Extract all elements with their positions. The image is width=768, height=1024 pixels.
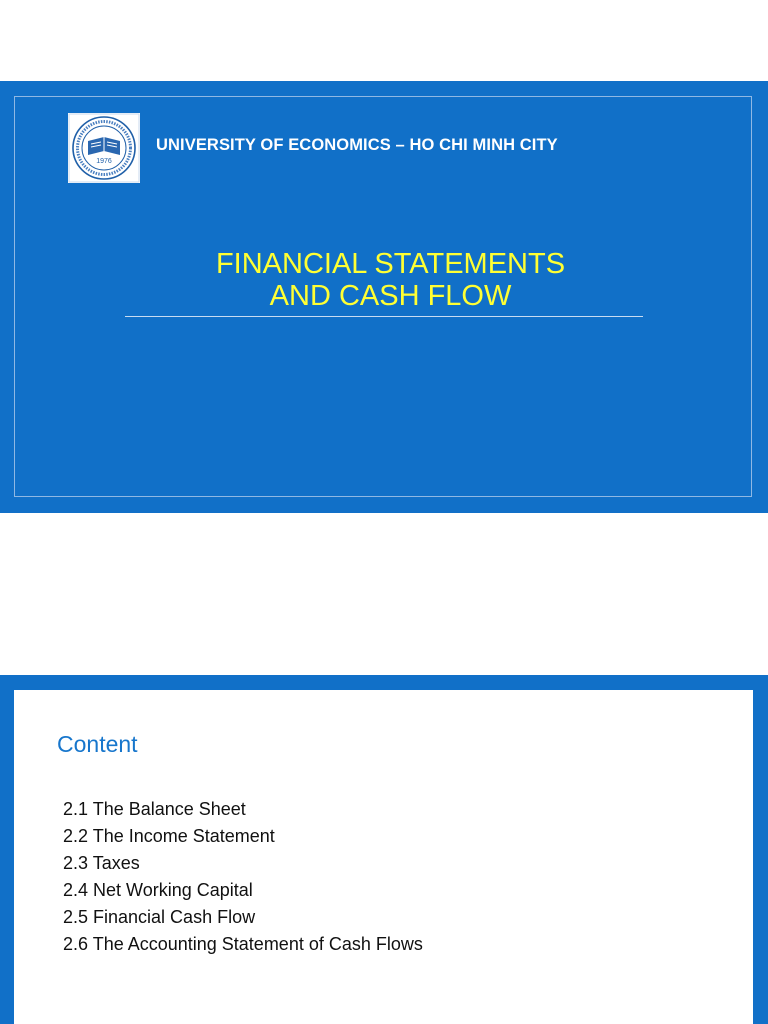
university-logo <box>68 113 140 183</box>
title-divider <box>125 316 643 317</box>
logo-year: 1976 <box>96 158 112 165</box>
title-slide <box>0 81 768 513</box>
university-name: UNIVERSITY OF ECONOMICS – HO CHI MINH CITY <box>156 136 558 154</box>
university-seal-icon <box>68 113 140 183</box>
list-item: 2.1 The Balance Sheet <box>63 799 246 819</box>
slide-title-line2: AND CASH FLOW <box>269 280 512 312</box>
content-slide <box>0 675 768 1024</box>
list-item: 2.6 The Accounting Statement of Cash Flows <box>63 934 423 954</box>
content-panel <box>14 690 753 1024</box>
list-item: 2.5 Financial Cash Flow <box>63 907 256 927</box>
content-list <box>63 796 423 958</box>
slide-title-line1: FINANCIAL STATEMENTS <box>215 248 566 280</box>
content-heading: Content <box>57 731 138 757</box>
list-item: 2.3 Taxes <box>63 853 140 873</box>
list-item: 2.2 The Income Statement <box>63 826 275 846</box>
list-item: 2.4 Net Working Capital <box>63 880 253 900</box>
slide-title <box>0 248 768 312</box>
